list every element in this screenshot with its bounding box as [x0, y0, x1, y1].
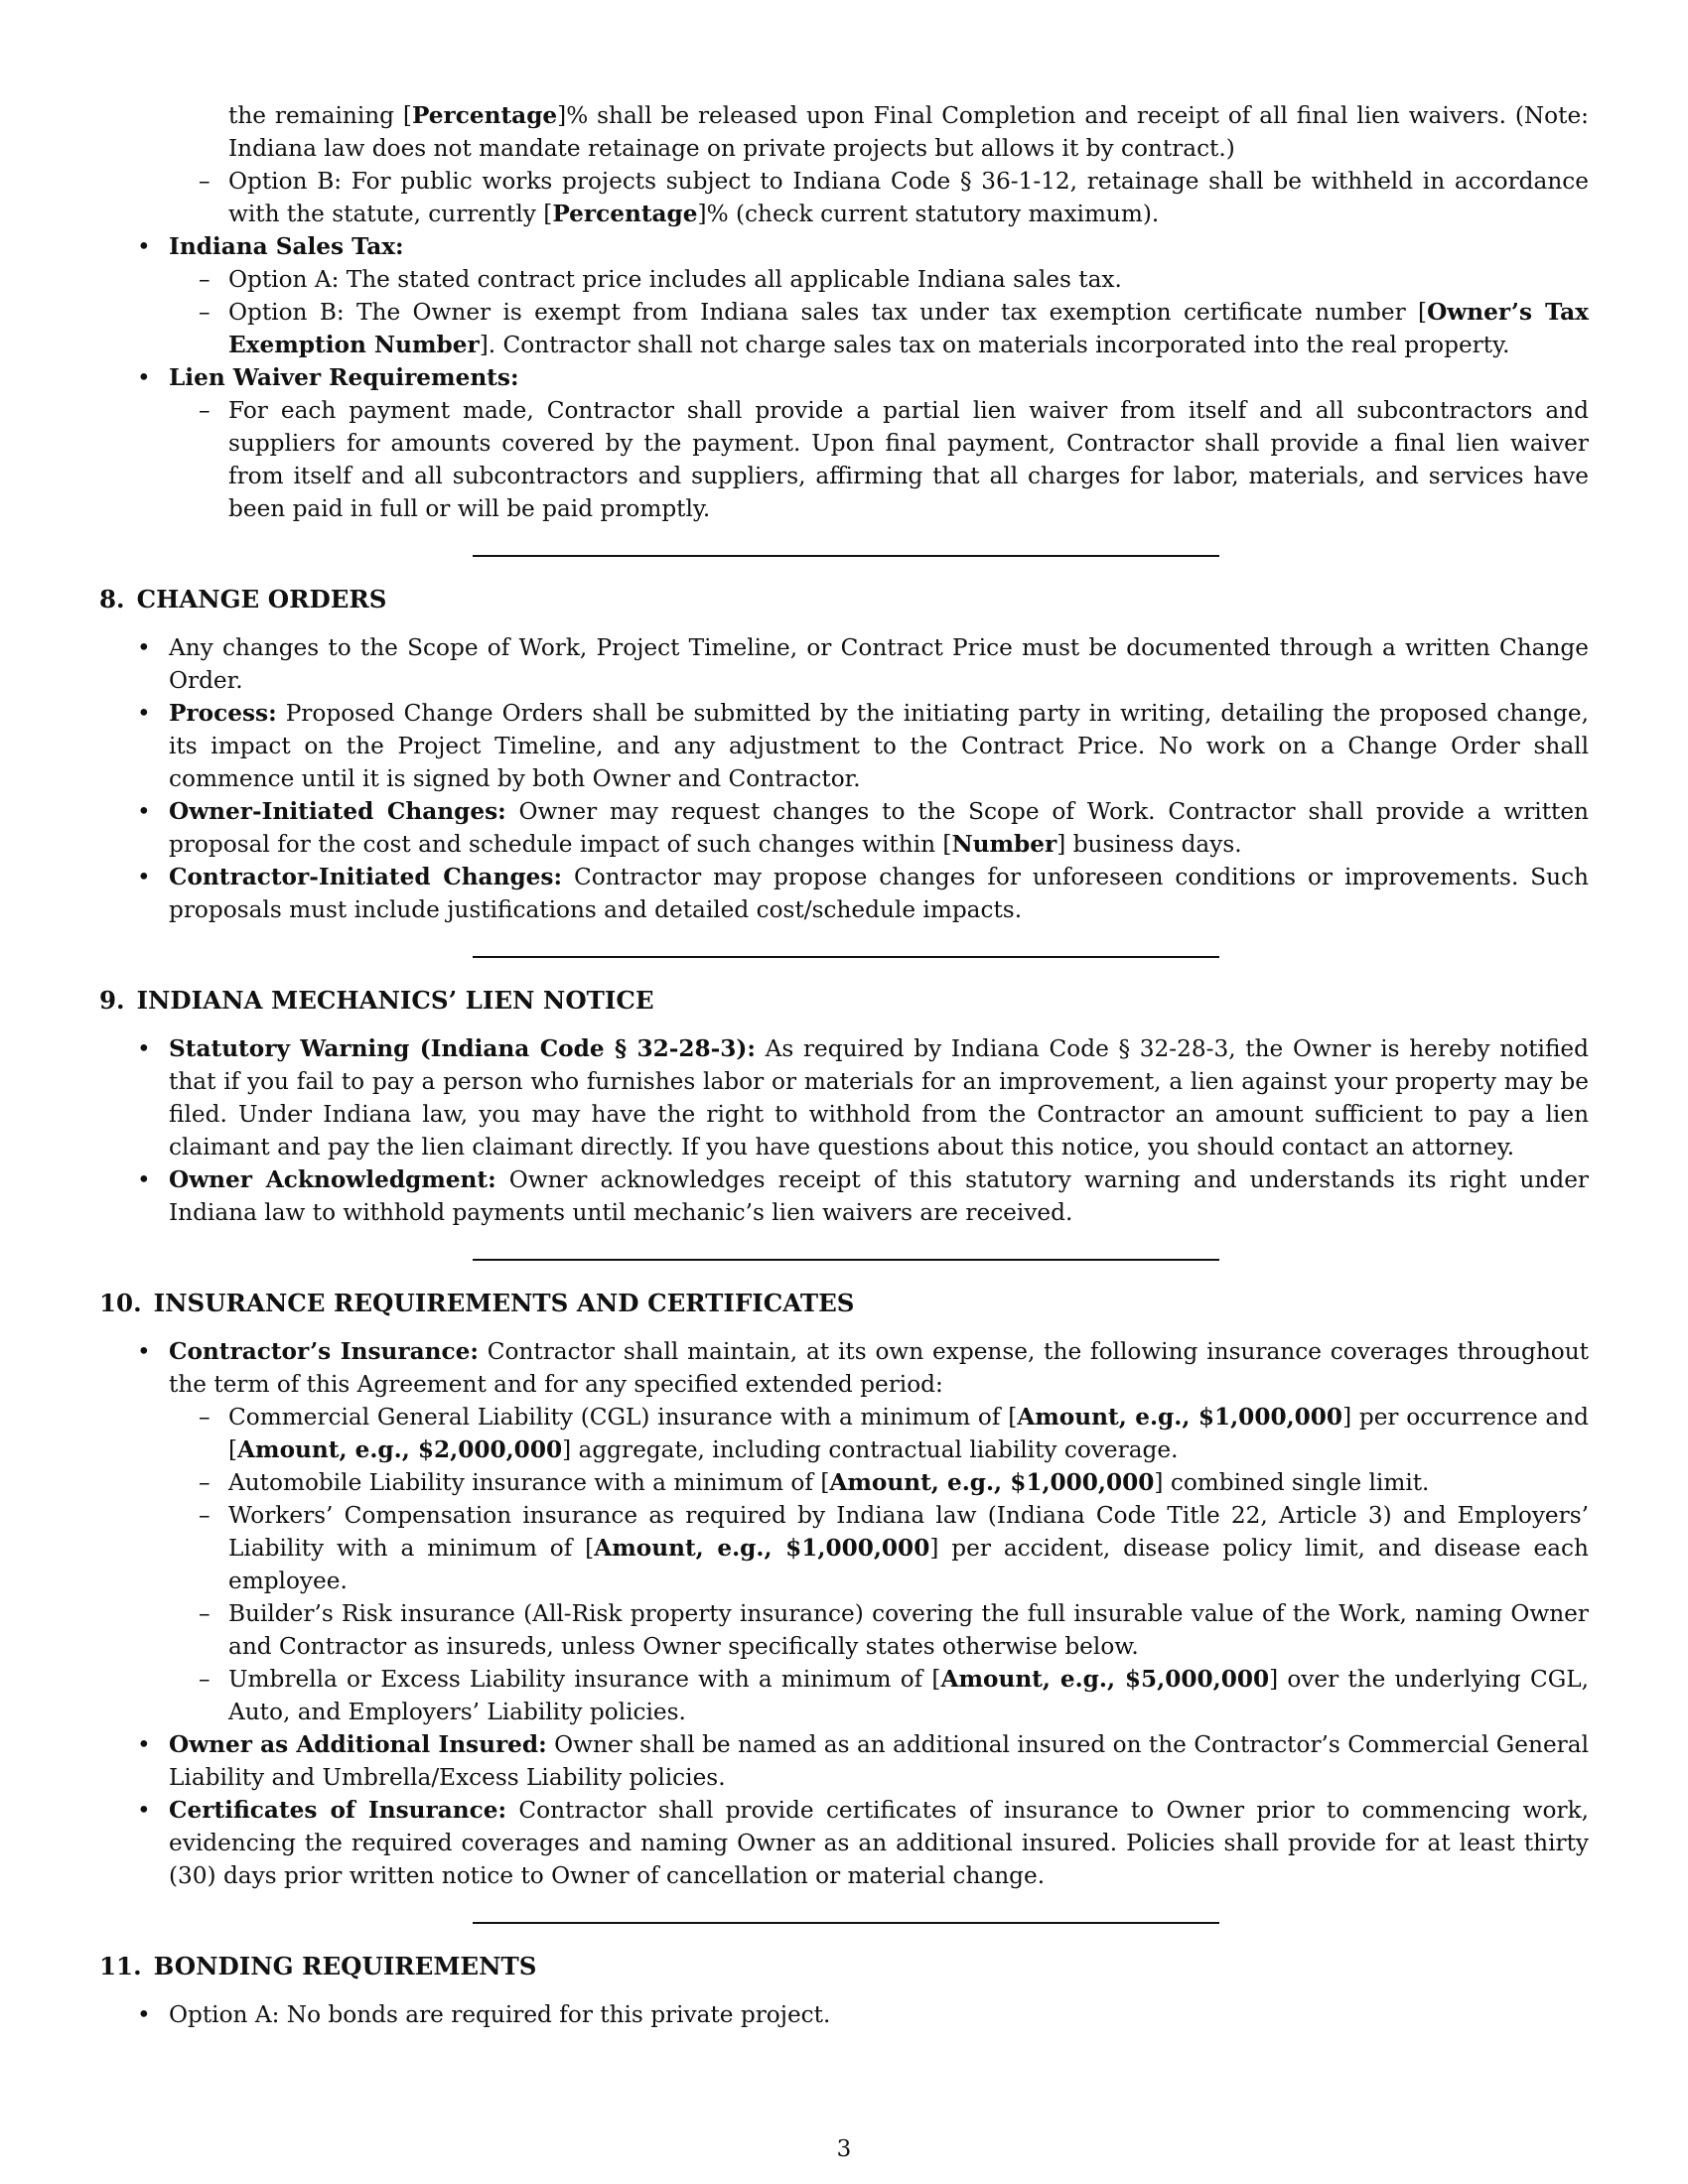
list-item: • Statutory Warning (Indiana Code § 32-28-3): As required by Indiana Code § 32-28-3, the Owner is hereby notified that if you fail to pay a person who furnishes labor or materials for an improvement, a lien against your property may be filed. Under Indiana law, you may have the right to withhold from the Contractor an amount sufficient to pay a lien claimant and pay the lien claimant directly. If you have questions about this notice, you should contact an attorney. — [99, 1032, 1589, 1163]
lien-waiver-subitems — [169, 394, 1589, 525]
change-orders-list — [99, 631, 1589, 926]
section-divider — [473, 1259, 1219, 1261]
retainage-options — [169, 165, 1589, 230]
list-item: • Owner-Initiated Changes: Owner may request changes to the Scope of Work. Contractor shall provide a written proposal for the cost and schedule impact of such changes within [Number] business days. — [99, 795, 1589, 861]
lien-waiver-text: – For each payment made, Contractor shall provide a partial lien waiver from itself and all subcontractors and suppliers for amounts covered by the payment. Upon final payment, Contractor shall provide a final lien waiver from itself and all subcontractors and suppliers, affirming that all charges for labor, materials, and services have been paid in full or will be paid promptly. — [169, 394, 1589, 525]
lien-notice-list — [99, 1032, 1589, 1229]
sales-tax-option-a: – Option A: The stated contract price includes all applicable Indiana sales tax. — [169, 263, 1589, 296]
coverage-workers-comp: – Workers’ Compensation insurance as required by Indiana law (Indiana Code Title 22, Article 3) and Employers’ Liability with a minimum of [Amount, e.g., $1,000,000] per accident, disease policy limit, and disease each employee. — [169, 1499, 1589, 1597]
list-item: • Any changes to the Scope of Work, Project Timeline, or Contract Price must be documented through a written Change Order. — [99, 631, 1589, 697]
page-number: 3 — [836, 2136, 852, 2162]
list-item: • Contractor’s Insurance: Contractor shall maintain, at its own expense, the following insurance coverages throughout the term of this Agreement and for any specified extended period: – Commercial General Liability (CGL) insurance with a minimum of [Amount, e.g., $1,000,000] per occurrence and [Amount, e.g., $2,000,000] aggregate, including contractual liability coverage. – Automobile Liability insurance with a minimum of [Amount, e.g., $1,000,000] combined single limit. – Workers’ Compensation insurance as required by Indiana law (Indiana Code Title 22, Article 3) and Employers’ Liability with a minimum of [Amount, e.g., $1,000,000] per accident, disease policy limit, and disease each employee. – Builder’s Risk insurance (All-Risk property insurance) covering the full insurable value of the Work, naming Owner and Contractor as insureds, unless Owner specifically states otherwise below. – Umbrella or Excess Liability insurance with a minimum of [Amount, e.g., $5,000,000] over the underlying CGL, Auto, and Employers’ Liability policies. — [99, 1335, 1589, 1728]
insurance-list — [99, 1335, 1589, 1892]
section-divider — [473, 956, 1219, 958]
coverage-builders-risk: – Builder’s Risk insurance (All-Risk property insurance) covering the full insurable value of the Work, naming Owner and Contractor as insureds, unless Owner specifically states otherwise below. — [169, 1597, 1589, 1663]
section-heading-bonding: 11. BONDING REQUIREMENTS — [99, 1952, 537, 1980]
list-item: • Option A: No bonds are required for this private project. — [99, 1998, 1589, 2031]
coverage-umbrella: – Umbrella or Excess Liability insurance with a minimum of [Amount, e.g., $5,000,000] over the underlying CGL, Auto, and Employers’ Liability policies. — [169, 1663, 1589, 1728]
retainage-option-b: – Option B: For public works projects subject to Indiana Code § 36-1-12, retainage shall be withheld in accordance with the statute, currently [Percentage]% (check current statutory maximum). — [169, 165, 1589, 230]
section-divider — [473, 1922, 1219, 1924]
coverage-auto: – Automobile Liability insurance with a minimum of [Amount, e.g., $1,000,000] combined single limit. — [169, 1466, 1589, 1499]
sales-tax-item: • Indiana Sales Tax: – Option A: The stated contract price includes all applicable Indiana sales tax. – Option B: The Owner is exempt from Indiana sales tax under tax exemption certificate number [Owner’s Tax Exemption Number]. Contractor shall not charge sales tax on materials incorporated into the real property. — [99, 230, 1589, 361]
list-item: • Process: Proposed Change Orders shall be submitted by the initiating party in writing, detailing the proposed change, its impact on the Project Timeline, and any adjustment to the Contract Price. No work on a Change Order shall commence until it is signed by both Owner and Contractor. — [99, 697, 1589, 795]
list-item: • Contractor-Initiated Changes: Contractor may propose changes for unforeseen conditions or improvements. Such proposals must include justifications and detailed cost/schedule impacts. — [99, 861, 1589, 926]
section-heading-change-orders: 8. CHANGE ORDERS — [99, 585, 387, 614]
list-item: • Owner Acknowledgment: Owner acknowledges receipt of this statutory warning and understands its right under Indiana law to withhold payments until mechanic’s lien waivers are received. — [99, 1163, 1589, 1229]
list-item: • Owner as Additional Insured: Owner shall be named as an additional insured on the Contractor’s Commercial General Liability and Umbrella/Excess Liability policies. — [99, 1728, 1589, 1794]
coverage-cgl: – Commercial General Liability (CGL) insurance with a minimum of [Amount, e.g., $1,000,000] per occurrence and [Amount, e.g., $2,000,000] aggregate, including contractual liability coverage. — [169, 1401, 1589, 1466]
insurance-coverages — [169, 1401, 1589, 1728]
section-heading-lien-notice: 9. INDIANA MECHANICS’ LIEN NOTICE — [99, 986, 654, 1015]
sales-tax-option-b: – Option B: The Owner is exempt from Indiana sales tax under tax exemption certificate number [Owner’s Tax Exemption Number]. Contractor shall not charge sales tax on materials incorporated into the real property. — [169, 296, 1589, 361]
section-heading-insurance: 10. INSURANCE REQUIREMENTS AND CERTIFICATES — [99, 1289, 855, 1317]
sales-tax-options — [169, 263, 1589, 361]
payment-terms-list — [99, 230, 1589, 525]
section-divider — [473, 555, 1219, 557]
lien-waiver-item: • Lien Waiver Requirements: – For each payment made, Contractor shall provide a partial lien waiver from itself and all subcontractors and suppliers for amounts covered by the payment. Upon final payment, Contractor shall provide a final lien waiver from itself and all subcontractors and suppliers, affirming that all charges for labor, materials, and services have been paid in full or will be paid promptly. — [99, 361, 1589, 525]
document-page — [99, 99, 1590, 2162]
bonding-list — [99, 1998, 1589, 2031]
list-item: • Certificates of Insurance: Contractor shall provide certificates of insurance to Owner prior to commencing work, evidencing the required coverages and naming Owner as an additional insured. Policies shall provide for at least thirty (30) days prior written notice to Owner of cancellation or material change. — [99, 1794, 1589, 1892]
retainage-continuation: the remaining [Percentage]% shall be released upon Final Completion and receipt of all final lien waivers. (Note: Indiana law does not mandate retainage on private projects but allows it by contract.) — [228, 102, 1589, 162]
